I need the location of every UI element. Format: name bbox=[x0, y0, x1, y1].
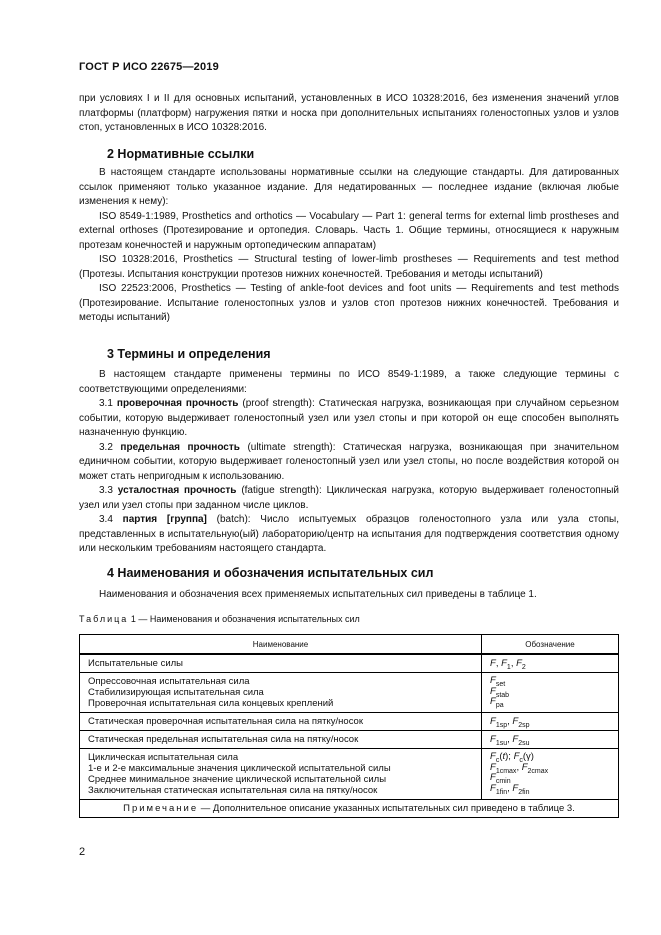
section-4-body: Наименования и обозначения всех применяемых испытательных сил приведены в таблице 1. bbox=[99, 589, 537, 600]
table-row: Испытательные силы F, $F_1$, $F_2$ bbox=[80, 654, 619, 673]
page-number: 2 bbox=[79, 846, 86, 858]
section-2-body bbox=[79, 166, 619, 326]
table-row: Циклическая испытательная сила 1-е и 2-е максимальные значения циклической испытательной силы Среднее минимальное значение циклической испытательной силы Заключительная статическая испытательная сила на пятку/носок $F_c(t)$; $F_c(\gamma)$ $F_{1cmax}$, $F_{2cmax}$ $F_{cmin}$ $F_{1fin}$, $F_{2fin}$ bbox=[80, 749, 619, 800]
forces-table bbox=[79, 634, 619, 818]
term-3-1-name: проверочная прочность bbox=[116, 398, 239, 409]
section-2-title: 2 Нормативные ссылки bbox=[107, 147, 255, 161]
term-3-2-name: предельная прочность bbox=[120, 441, 240, 453]
section-4-title: 4 Наименования и обозначения испытательных сил bbox=[107, 566, 434, 580]
ref-iso-22523: ISO 22523:2006, Prosthetics — Testing of ankle-foot devices and foot units — Requirements and test methods (Протезирование. Испытание голеностопных узлов и узлов стоп протезов нижних конечностей. Требования и методы испытаний) bbox=[79, 283, 619, 323]
term-3-3-name: усталостная прочность bbox=[117, 485, 237, 496]
ref-iso-8549: ISO 8549-1:1989, Prosthetics and orthotics — Vocabulary — Part 1: general terms for external limb prostheses and external orthoses (Протезирование и ортопедия. Словарь. Часть 1. Общие термины, относящиеся к наружным протезам конечностей и наружным ортопедическим аппаратам) bbox=[79, 210, 619, 251]
term-3-4-name: партия [группа] bbox=[122, 514, 207, 525]
table-row: Опрессовочная испытательная сила Стабилизирующая испытательная сила Проверочная испытательная сила концевых креплений $F_{set}$ $F_{stab}$ $F_{pa}$ bbox=[80, 673, 619, 713]
term-3-2: 3.2 предельная прочность (ultimate strength): Статическая нагрузка, возникающая при значительном единичном событии, которую выдерживает голеностопный узел или узел стопы, но после воздействия которой он может стать непригодным к использованию. bbox=[79, 441, 619, 482]
section-3-title: 3 Термины и определения bbox=[107, 347, 271, 361]
table-row: Статическая предельная испытательная сила на пятку/носок $F_{1su}$, $F_{2su}$ bbox=[80, 731, 619, 749]
table-caption: Таблица 1 — Наименования и обозначения испытательных сил bbox=[79, 614, 360, 624]
standard-code-header: ГОСТ Р ИСО 22675—2019 bbox=[79, 61, 219, 73]
intro-paragraph: при условиях I и II для основных испытаний, установленных в ИСО 10328:2016, без изменения значений углов платформы (платформ) нагружения пятки и носка при дополнительных испытаниях голеностопных узлов и узлов стоп, установленных в ИСО 10328:2016. bbox=[79, 93, 619, 133]
section-3-body bbox=[79, 368, 619, 557]
column-header-symbol: Обозначение bbox=[482, 635, 619, 655]
column-header-name: Наименование bbox=[80, 635, 482, 655]
ref-iso-10328: ISO 10328:2016, Prosthetics — Structural testing of lower-limb prostheses — Requirements and test method (Протезы. Испытания конструкции протезов нижних конечностей. Требования и методы испытаний) bbox=[79, 254, 619, 280]
term-3-4: 3.4 партия [группа] (batch): Число испытуемых образцов голеностопного узла или узла стопы, представленных в испытательную(ый) лабораторию/центр на испытания для подтверждения соответствия одному или нескольким требованиям настоящего стандарта. bbox=[79, 514, 620, 554]
section-2-intro: В настоящем стандарте использованы нормативные ссылки на следующие стандарты. Для датированных ссылок применяют только указанное издание. Для недатированных — последнее издание (включая любые изменения к нему): bbox=[79, 167, 619, 207]
term-3-1: 3.1 проверочная прочность (proof strength): Статическая нагрузка, возникающая при случайном серьезном событии, которую выдерживает голеностопный узел или узел стопы и при которой он еще способен выполнять назначенную функцию. bbox=[79, 398, 620, 438]
section-3-intro: В настоящем стандарте применены термины по ИСО 8549-1:1989, а также следующие термины с соответствующими определениями: bbox=[79, 369, 619, 395]
table-note-row: Примечание — Дополнительное описание указанных испытательных сил приведено в таблице 3. bbox=[80, 800, 619, 818]
term-3-3: 3.3 усталостная прочность (fatigue strength): Циклическая нагрузка, которую выдерживает голеностопный узел или узел стопы при заданном числе циклов. bbox=[79, 485, 620, 511]
table-row: Статическая проверочная испытательная сила на пятку/носок $F_{1sp}$, $F_{2sp}$ bbox=[80, 713, 619, 731]
